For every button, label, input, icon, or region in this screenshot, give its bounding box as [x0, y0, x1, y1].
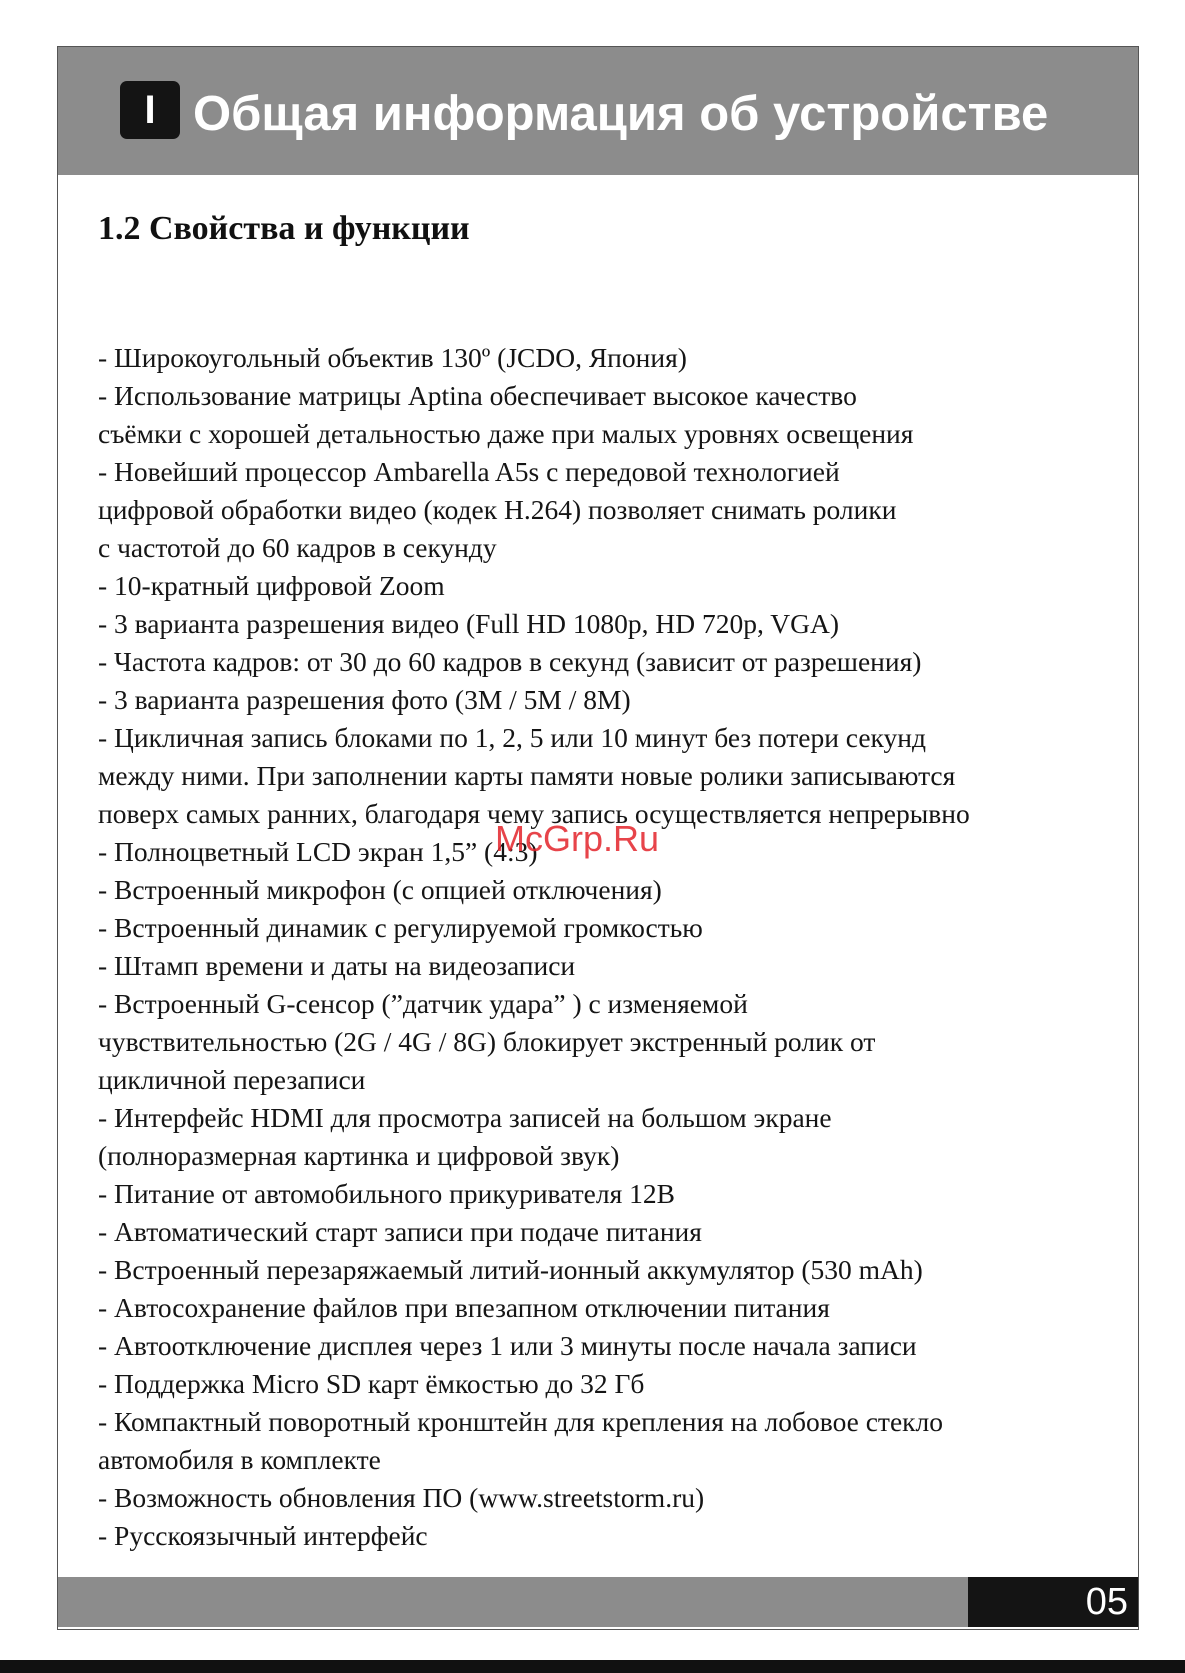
feature-item: - Питание от автомобильного прикуривателя 12В [98, 1178, 675, 1209]
feature-item: - Встроенный перезаряжаемый литий-ионный аккумулятор (530 mAh) [98, 1254, 923, 1285]
feature-item: - Интерфейс HDMI для просмотра записей на большом экране (полноразмерная картинка и цифровой звук) [98, 1102, 832, 1171]
feature-item: - Автоматический старт записи при подаче питания [98, 1216, 702, 1247]
feature-item: - Поддержка Micro SD карт ёмкостью до 32 Гб [98, 1368, 645, 1399]
feature-item: - Штамп времени и даты на видеозаписи [98, 950, 576, 981]
feature-item: - Автоотключение дисплея через 1 или 3 минуты после начала записи [98, 1330, 917, 1361]
section-title: 1.2 Свойства и функции [98, 210, 470, 247]
feature-list [98, 339, 1128, 1555]
footer-band [58, 1577, 1138, 1627]
feature-item: - Новейший процессор Ambarella A5s с передовой технологией цифровой обработки видео (кодек H.264) позволяет снимать ролики с частотой до 60 кадров в секунду [98, 456, 897, 563]
manual-page [57, 46, 1139, 1630]
feature-item: - Встроенный микрофон (с опцией отключения) [98, 874, 662, 905]
feature-item: - Встроенный G-сенсор (”датчик удара” ) с изменяемой чувствительностью (2G / 4G / 8G) блокирует экстренный ролик от цикличной перезаписи [98, 988, 876, 1095]
header-band [58, 47, 1138, 175]
feature-item: - Широкоугольный объектив 130º (JCDO, Япония) [98, 342, 687, 373]
feature-item: - 3 варианта разрешения видео (Full HD 1080p, HD 720p, VGA) [98, 608, 839, 639]
feature-item: - Использование матрицы Aptina обеспечивает высокое качество съёмки с хорошей детальностью даже при малых уровнях освещения [98, 380, 914, 449]
bottom-rule [0, 1660, 1185, 1673]
feature-item: - Встроенный динамик с регулируемой громкостью [98, 912, 703, 943]
watermark: McGrp.Ru [495, 818, 660, 859]
feature-item: - Цикличная запись блоками по 1, 2, 5 или 10 минут без потери секунд между ними. При заполнении карты памяти новые ролики записываются поверх самых ранних, благодаря чему запись осуществляется непрерывно [98, 722, 970, 829]
feature-item: - 10-кратный цифровой Zoom [98, 570, 445, 601]
chapter-title: Общая информация об устройстве [193, 87, 1049, 141]
feature-item: - Автосохранение файлов при впезапном отключении питания [98, 1292, 830, 1323]
feature-item: - Частота кадров: от 30 до 60 кадров в секунд (зависит от разрешения) [98, 646, 922, 677]
chapter-number-badge: I [120, 81, 180, 139]
feature-item: - Возможность обновления ПО (www.streetstorm.ru) [98, 1482, 705, 1513]
page-number: 05 [968, 1577, 1138, 1627]
feature-item: - Полноцветный LCD экран 1,5” (4:3) [98, 836, 538, 867]
feature-item: - Компактный поворотный кронштейн для крепления на лобовое стекло автомобиля в комплекте [98, 1406, 943, 1475]
feature-item: - 3 варианта разрешения фото (3M / 5M / 8M) [98, 684, 631, 715]
feature-item: - Русскоязычный интерфейс [98, 1520, 428, 1551]
